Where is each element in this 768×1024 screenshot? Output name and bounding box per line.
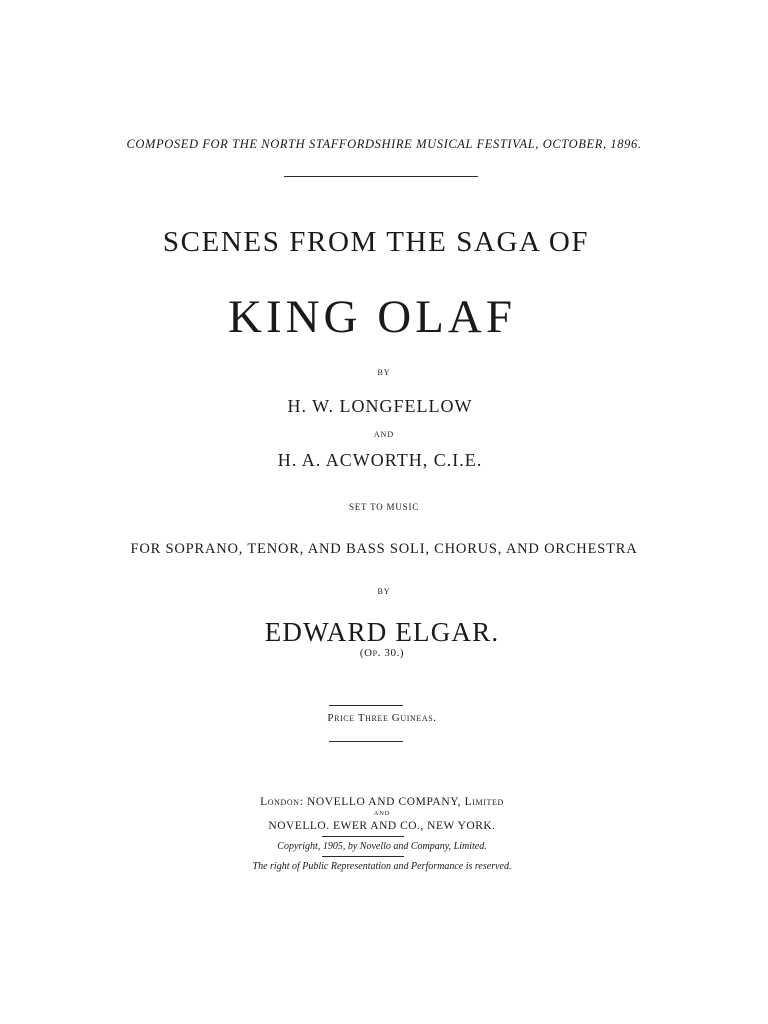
by-label-1: BY <box>377 368 391 377</box>
rights-notice: The right of Public Representation and Performance is reserved. <box>252 861 512 872</box>
author-acworth: H. A. ACWORTH, C.I.E. <box>277 450 483 470</box>
and-label-2: AND <box>373 810 391 817</box>
opus-number: (Op. 30.) <box>359 647 405 659</box>
and-label-1: AND <box>373 430 395 439</box>
price-rule-top <box>329 705 403 706</box>
author-longfellow: H. W. LONGFELLOW <box>287 396 473 416</box>
price-rule-bottom <box>329 741 403 742</box>
by-label-2: BY <box>377 587 391 596</box>
london-label: London: <box>260 796 304 808</box>
publisher-london <box>0 796 766 808</box>
composer-name: EDWARD ELGAR. <box>264 617 500 647</box>
title-line-1: SCENES FROM THE SAGA OF <box>162 226 590 258</box>
set-to-music-label: SET TO MUSIC <box>348 502 420 512</box>
main-title: KING OLAF <box>228 291 516 343</box>
price-line: Price Three Guineas. <box>327 712 437 724</box>
festival-dedication: COMPOSED FOR THE NORTH STAFFORDSHIRE MUSICAL FESTIVAL, OCTOBER, 1896. <box>126 137 642 151</box>
limited-label: Limited <box>464 796 504 808</box>
top-divider <box>284 176 478 177</box>
copyright-notice: Copyright, 1905, by Novello and Company, Limited. <box>277 841 487 852</box>
scoring-line: FOR SOPRANO, TENOR, AND BASS SOLI, CHORUS, AND ORCHESTRA <box>130 541 638 557</box>
publisher-rule-2 <box>322 856 404 857</box>
london-publisher-name: NOVELLO AND COMPANY, <box>306 796 462 808</box>
publisher-new-york: NOVELLO. EWER AND CO., NEW YORK. <box>268 820 496 832</box>
publisher-rule-1 <box>322 836 404 837</box>
